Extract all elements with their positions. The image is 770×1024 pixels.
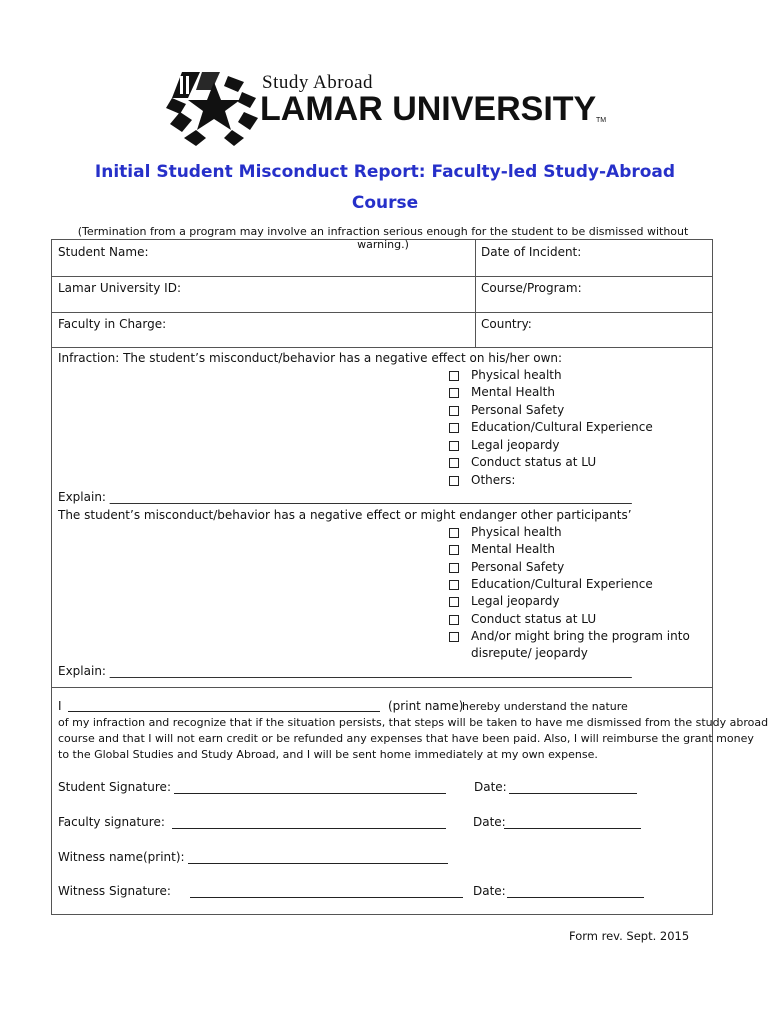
witness-signature-label: Witness Signature: bbox=[58, 884, 171, 898]
infraction-intro: Infraction: The student’s misconduct/behavior has a negative effect on his/her own: bbox=[58, 351, 563, 365]
study-abroad-wordmark: Study Abroad bbox=[262, 72, 374, 93]
faculty-date-label: Date: bbox=[473, 815, 506, 829]
lamar-emblem-icon bbox=[166, 68, 262, 148]
others-effect-intro: The student’s misconduct/behavior has a negative effect or might endanger other participants’ bbox=[58, 508, 632, 522]
checkbox-own-conduct[interactable] bbox=[449, 458, 459, 468]
witness-name-label: Witness name(print): bbox=[58, 850, 185, 864]
witness-name-line[interactable] bbox=[188, 863, 448, 864]
misconduct-form bbox=[51, 239, 769, 915]
faculty-date-line[interactable] bbox=[504, 828, 641, 829]
checkbox-others-physical[interactable] bbox=[449, 528, 459, 538]
lamar-university-wordmark: LAMAR UNIVERSITY bbox=[260, 90, 597, 128]
option-others-conduct: Conduct status at LU bbox=[471, 612, 597, 626]
option-own-safety: Personal Safety bbox=[471, 403, 565, 417]
student-signature-line[interactable] bbox=[174, 793, 446, 794]
option-own-mental: Mental Health bbox=[471, 385, 555, 399]
option-others-mental: Mental Health bbox=[471, 542, 555, 556]
print-name-line[interactable] bbox=[68, 711, 380, 712]
option-others-disrepute-cont: disrepute/ jeopardy bbox=[471, 646, 588, 660]
option-own-education: Education/Cultural Experience bbox=[471, 420, 653, 434]
statement-line2: of my infraction and recognize that if the situation persists, that steps will be taken to have me dismissed from the study abroad bbox=[58, 716, 769, 729]
checkbox-own-physical[interactable] bbox=[449, 371, 459, 381]
checkbox-own-safety[interactable] bbox=[449, 406, 459, 416]
student-date-label: Date: bbox=[474, 780, 507, 794]
student-date-line[interactable] bbox=[509, 793, 637, 794]
option-own-conduct: Conduct status at LU bbox=[471, 455, 597, 469]
statement-line3: course and that I will not earn credit or be refunded any expenses that have been paid. Also, I will reimburse the grant money bbox=[58, 732, 754, 745]
trademark: TM bbox=[596, 117, 607, 124]
page-title: Initial Student Misconduct Report: Faculty-led Study-Abroad bbox=[94, 162, 676, 182]
option-own-physical: Physical health bbox=[471, 368, 562, 382]
option-others-education: Education/Cultural Experience bbox=[471, 577, 653, 591]
statement-hereby: hereby understand the nature bbox=[462, 700, 628, 713]
statement-line4: to the Global Studies and Study Abroad, and I will be sent home immediately at my own expense. bbox=[58, 748, 598, 761]
checkbox-others-safety[interactable] bbox=[449, 563, 459, 573]
row-lu-id bbox=[52, 277, 712, 313]
student-signature-label: Student Signature: bbox=[58, 780, 171, 794]
date-of-incident-label: Date of Incident: bbox=[481, 245, 582, 259]
witness-signature-line[interactable] bbox=[190, 897, 463, 898]
option-others-physical: Physical health bbox=[471, 525, 562, 539]
checkbox-own-legal[interactable] bbox=[449, 441, 459, 451]
country-label: Country: bbox=[481, 317, 532, 331]
checkbox-own-others[interactable] bbox=[449, 476, 459, 486]
option-others-disrepute: And/or might bring the program into bbox=[471, 629, 690, 643]
faculty-signature-line[interactable] bbox=[172, 828, 446, 829]
faculty-signature-label: Faculty signature: bbox=[58, 815, 165, 829]
explain-own[interactable]: Explain: _______________________________________________________________________________________ bbox=[58, 490, 632, 504]
option-others-safety: Personal Safety bbox=[471, 560, 565, 574]
checkbox-own-mental[interactable] bbox=[449, 388, 459, 398]
checkbox-others-legal[interactable] bbox=[449, 597, 459, 607]
checkbox-others-mental[interactable] bbox=[449, 545, 459, 555]
checkbox-others-disrepute[interactable] bbox=[449, 632, 459, 642]
option-own-legal: Legal jeopardy bbox=[471, 438, 560, 452]
explain-others[interactable]: Explain: _______________________________________________________________________________________ bbox=[58, 664, 632, 678]
form-revision: Form rev. Sept. 2015 bbox=[569, 929, 690, 943]
termination-note: (Termination from a program may involve an infraction serious enough for the student to be dismissed without warning.) bbox=[77, 225, 689, 251]
option-own-others: Others: bbox=[471, 473, 516, 487]
lu-id-label: Lamar University ID: bbox=[58, 281, 181, 295]
row-student-name bbox=[52, 240, 712, 277]
checkbox-own-education[interactable] bbox=[449, 423, 459, 433]
print-name-label: (print name) bbox=[388, 699, 464, 713]
checkbox-others-education[interactable] bbox=[449, 580, 459, 590]
student-name-label: Student Name: bbox=[58, 245, 149, 259]
page-title-cont: Course bbox=[351, 193, 419, 213]
course-program-label: Course/Program: bbox=[481, 281, 582, 295]
witness-date-line[interactable] bbox=[507, 897, 644, 898]
statement-i: I bbox=[58, 699, 62, 713]
faculty-in-charge-label: Faculty in Charge: bbox=[58, 317, 167, 331]
witness-date-label: Date: bbox=[473, 884, 506, 898]
row-faculty bbox=[52, 313, 712, 348]
checkbox-others-conduct[interactable] bbox=[449, 615, 459, 625]
option-others-legal: Legal jeopardy bbox=[471, 594, 560, 608]
